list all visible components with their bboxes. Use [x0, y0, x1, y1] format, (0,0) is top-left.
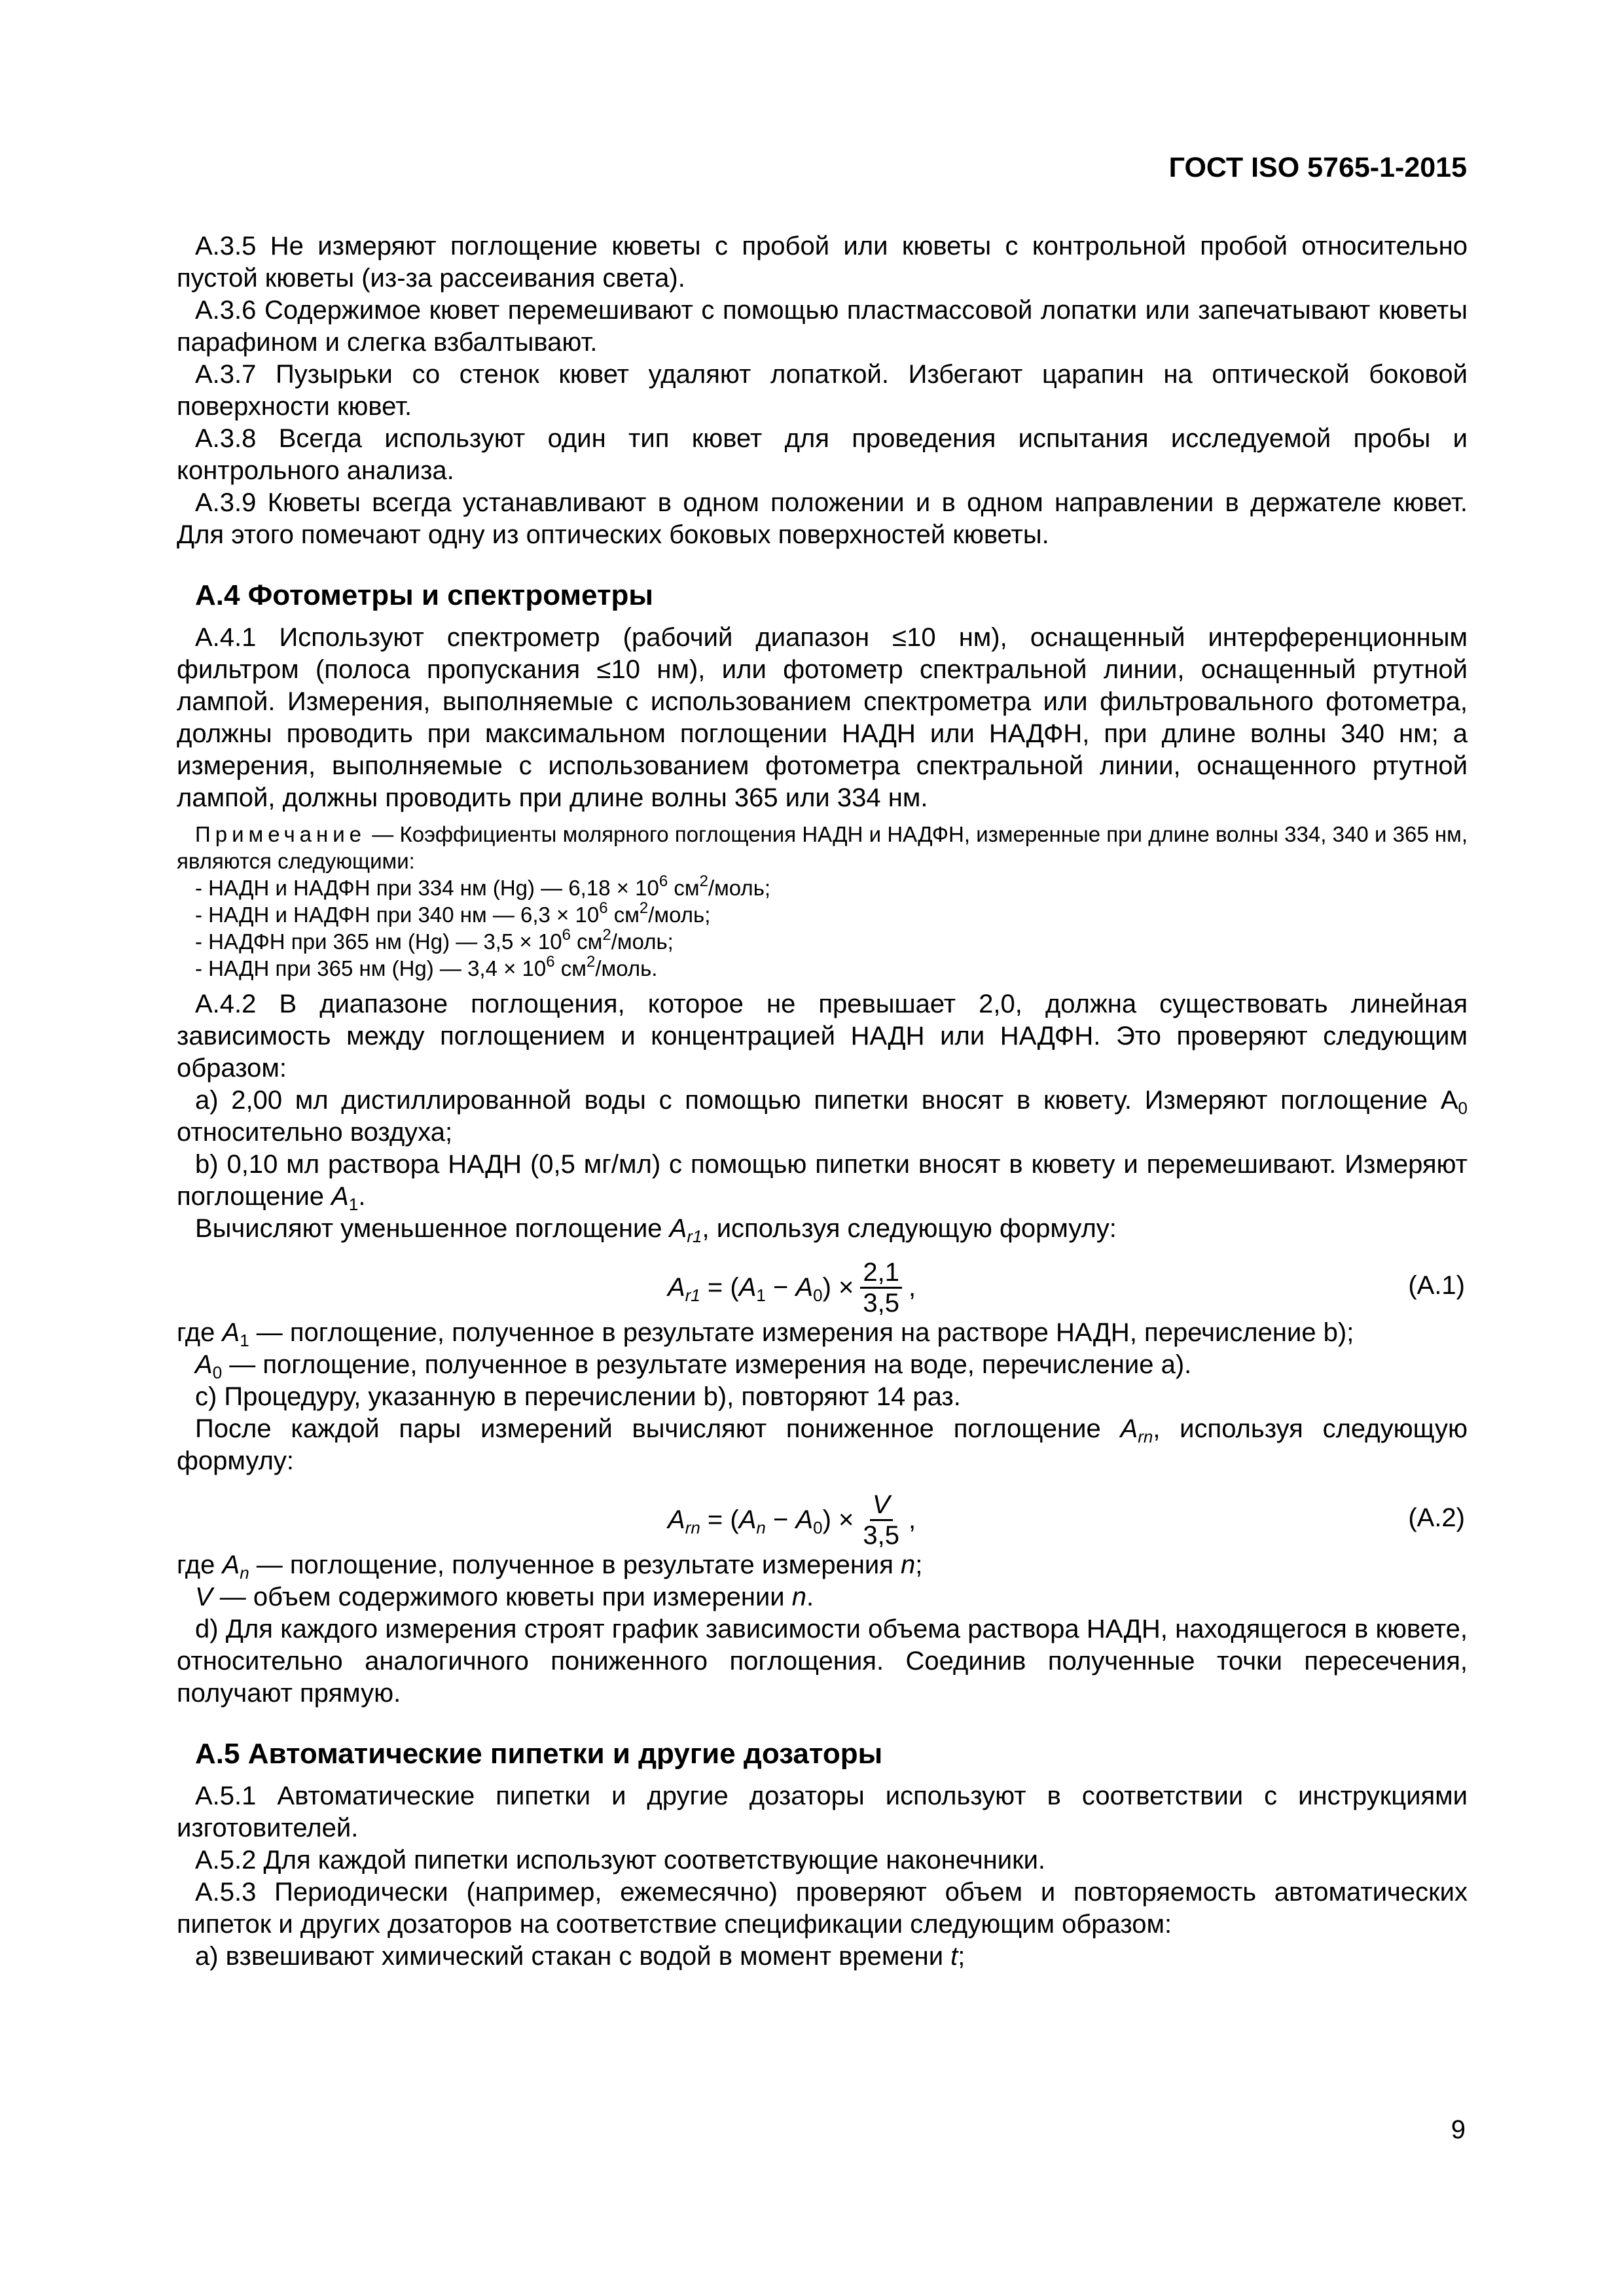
clause-a-3-9: A.3.9 Кюветы всегда устанавливают в одном положении и в одном направлении в держателе кювет. Для этого помечают одну из оптических боковых поверхностей кюветы. — [177, 488, 1468, 549]
page-content — [177, 230, 1468, 1973]
formula-a-1: $A_{r1} = (A_1 - A_0)$ × $\frac{2,1}{3,5}$ , (A.1) — [668, 1258, 1465, 1318]
note-text: — Коэффициенты молярного поглощения НАДН и НАДФН, измеренные при длине волны 334, 340 и 365 нм, являются следующими: — [177, 822, 1468, 873]
formula-number: (A.1) — [1408, 1271, 1465, 1300]
where-a0: $A_0$ — поглощение, полученное в результате измерения на воде, перечисление a). — [195, 1350, 1192, 1382]
clause-a-4-2: A.4.2 В диапазоне поглощения, которое не превышает 2,0, должна существовать линейная зависимость между поглощением и концентрацией НАДН или НАДФН. Это проверяют следующим образом: — [177, 990, 1468, 1083]
list-item-c: c) Процедуру, указанную в перечислении b), повторяют 14 раз. — [195, 1382, 961, 1411]
list-item-a: a) 2,00 мл дистиллированной воды с помощью пипетки вносят в кювету. Измеряют поглощение $A_0$ относительно воздуха; — [177, 1086, 1468, 1147]
calc-intro-2: После каждой пары измерений вычисляют пониженное поглощение $A_{rn}$, используя следующую формулу: — [177, 1414, 1468, 1475]
fraction: $\frac{V}{3,5}$ — [863, 1490, 900, 1550]
note-item: - НАДФН при 365 нм (Hg) — $3,5 \times 10^6$ $см^2$/моль; — [195, 926, 674, 954]
clause-a-4-1: A.4.1 Используют спектрометр (рабочий диапазон ≤10 нм), оснащенный интерференционным фильтром (полоса пропускания ≤10 нм), или фотометр спектральной линии, оснащенный ртутной лампой. Измерения, выполняемые с использованием спектрометра или фильтровального фотометра, должны проводить при максимальном поглощении НАДН или НАДФН, при длине волны 340 нм; а измерения, выполняемые с использованием фотометра спектральной линии, оснащенного ртутной лампой, должны проводить при длине волны 365 или 334 нм. — [177, 623, 1468, 812]
note-item: - НАДН и НАДФН при 334 нм (Hg) — $6,18 \times 10^6$ $см^2$/моль; — [195, 872, 771, 900]
document-header: ГОСТ ISO 5765-1-2015 — [1168, 152, 1467, 183]
clause-a-5-2: A.5.2 Для каждой пипетки используют соответствующие наконечники. — [195, 1846, 1046, 1874]
where-an: где $A_n$ — поглощение, полученное в результате измерения n; — [177, 1551, 923, 1583]
clause-a-3-8: A.3.8 Всегда используют один тип кювет для проведения испытания исследуемой пробы и контрольного анализа. — [177, 424, 1468, 485]
clause-a-3-5: A.3.5 Не измеряют поглощение кюветы с пробой или кюветы с контрольной пробой относительно пустой кюветы (из-за рассеивания света). — [177, 232, 1468, 293]
formula-number: (A.2) — [1408, 1503, 1465, 1532]
clause-a-3-6: A.3.6 Содержимое кювет перемешивают с помощью пластмассовой лопатки или запечатывают кюветы парафином и слегка взбалтывают. — [177, 296, 1468, 357]
calc-intro-1: Вычисляют уменьшенное поглощение $A_{r1}$, используя следующую формулу: — [195, 1214, 1117, 1246]
note-item: - НАДН и НАДФН при 340 нм — $6,3 \times 10^6$ $см^2$/моль; — [195, 899, 711, 927]
clause-a-5-1: A.5.1 Автоматические пипетки и другие дозаторы используют в соответствии с инструкциями изготовителей. — [177, 1782, 1468, 1842]
list-item-d: d) Для каждого измерения строят график зависимости объема раствора НАДН, находящегося в кювете, относительно аналогичного пониженного поглощения. Соединив полученные точки пересечения, получают прямую. — [177, 1615, 1468, 1708]
section-heading-a-4: A.4 Фотометры и спектрометры — [195, 579, 653, 611]
note-item: - НАДН при 365 нм (Hg) — $3,4 \times 10^6$ $см^2$/моль. — [195, 953, 658, 980]
clause-a-3-7: A.3.7 Пузырьки со стенок кювет удаляют лопаткой. Избегают царапин на оптической боковой поверхности кювет. — [177, 360, 1468, 421]
fraction: $\frac{2,1}{3,5}$ — [860, 1258, 902, 1318]
formula-a-2: $A_{rn} = (A_n - A_0)$ × $\frac{V}{3,5}$ , (A.2) — [668, 1490, 1465, 1550]
where-a1: где $A_1$ — поглощение, полученное в результате измерения на растворе НАДН, перечисление b); — [177, 1318, 1354, 1350]
note-label: Примечание — [195, 822, 367, 846]
where-v: V — объем содержимого кюветы при измерении n. — [195, 1583, 814, 1611]
section-heading-a-5: A.5 Автоматические пипетки и другие дозаторы — [195, 1738, 883, 1770]
list-item-a-weigh: a) взвешивают химический стакан с водой в момент времени t; — [195, 1942, 965, 1971]
note-paragraph — [177, 821, 1468, 874]
clause-a-5-3: A.5.3 Периодически (например, ежемесячно) проверяют объем и повторяемость автоматических пипеток и других дозаторов на соответствие спецификации следующим образом: — [177, 1878, 1468, 1939]
page-number: 9 — [1451, 2115, 1466, 2144]
list-item-b: b) 0,10 мл раствора НАДН (0,5 мг/мл) с помощью пипетки вносят в кювету и перемешивают. Измеряют поглощение $A_1$. — [177, 1150, 1468, 1214]
